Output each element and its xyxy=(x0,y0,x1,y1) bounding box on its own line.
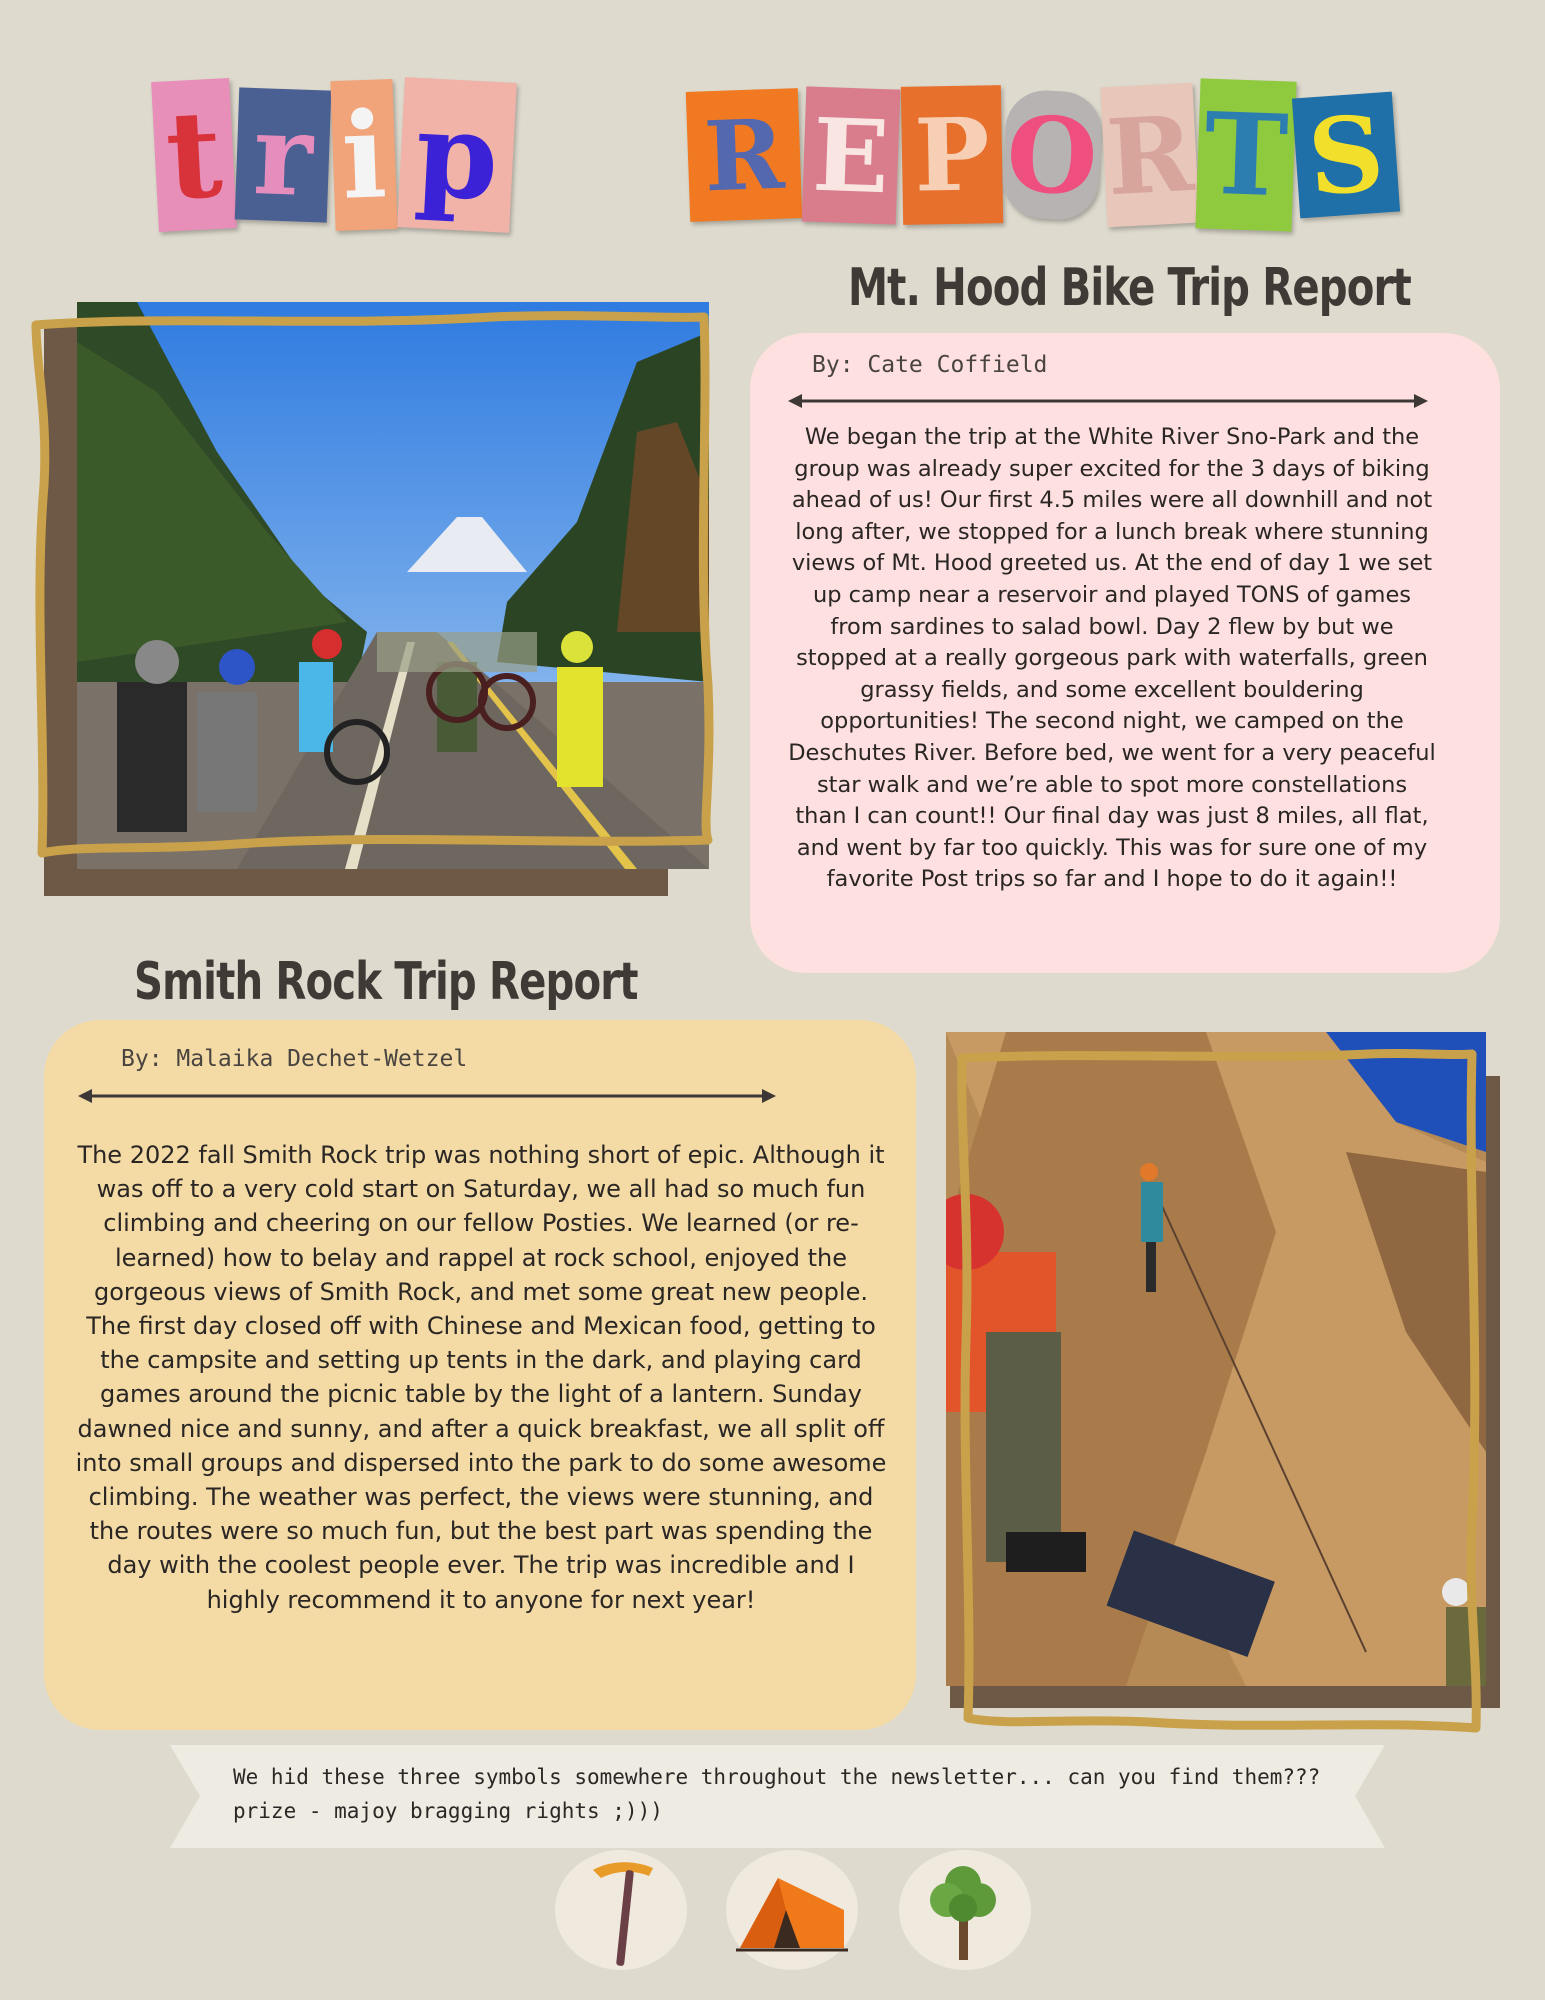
tent-icon xyxy=(726,1850,858,1970)
header-letter: R xyxy=(686,88,802,222)
header-trip xyxy=(155,60,513,250)
header-reports xyxy=(688,60,1396,250)
header-letter: T xyxy=(1195,78,1296,231)
header-letter: t xyxy=(151,78,237,232)
mt-hood-byline: By: Cate Coffield xyxy=(812,352,1048,378)
smith-rock-photo xyxy=(946,1032,1486,1686)
header-letter: O xyxy=(1001,89,1104,222)
header-letter: i xyxy=(330,79,397,231)
symbol-circle-ice-axe xyxy=(555,1850,687,1970)
header-letter: S xyxy=(1292,92,1400,219)
smith-rock-divider-arrow xyxy=(78,1085,776,1107)
header-letter: p xyxy=(397,77,517,233)
mt-hood-title: Mt. Hood Bike Trip Report xyxy=(848,258,1411,318)
ice-axe-icon xyxy=(555,1850,687,1970)
mt-hood-divider-arrow xyxy=(788,390,1428,412)
smith-rock-body: The 2022 fall Smith Rock trip was nothing short of epic. Although it was off to a very cold start on Saturday, we all had so much fun climbing and cheering on our fellow Posties. We learned (or re-learned) how to belay and rappel at rock school, enjoyed the gorgeous views of Smith Rock, and met some great new people. The first day closed off with Chinese and Mexican food, getting to the campsite and setting up tents in the dark, and playing card games around the picnic table by the light of a lantern. Sunday dawned nice and sunny, and after a quick breakfast, we all split off into small groups and dispersed into the park to do some awesome climbing. The weather was perfect, the views were stunning, and the routes were so much fun, but the best part was spending the day with the coolest people ever. The trip was incredible and I highly recommend it to anyone for next year! xyxy=(75,1141,887,1614)
header-letter: P xyxy=(901,85,1003,225)
scavenger-hunt-text xyxy=(233,1760,1353,1828)
tree-icon xyxy=(899,1850,1031,1970)
banner-line-2: prize - majoy bragging rights ;))) xyxy=(233,1799,663,1823)
mt-hood-body: We began the trip at the White River Sno-Park and the group was already super excited for the 3 days of biking ahead of us! Our first 4.5 miles were all downhill and not long after, we stopped for a lunch break where stunning views of Mt. Hood greeted us. At the end of day 1 we set up camp near a reservoir and played TONS of games from sardines to salad bowl. Day 2 flew by but we stopped at a really gorgeous park with waterfalls, green grassy fields, and some excellent bouldering opportunities! The second night, we camped on the Deschutes River. Before bed, we went for a very peaceful star walk and we’re able to spot more constellations than I can count!! Our final day was just 8 miles, all flat, and went by far too quickly. This was for sure one of my favorite Post trips so far and I hope to do it again!! xyxy=(788,424,1436,893)
header-letter: r xyxy=(235,87,332,222)
smith-rock-byline: By: Malaika Dechet-Wetzel xyxy=(121,1046,468,1072)
mt-hood-photo xyxy=(77,302,709,869)
symbol-circle-tree xyxy=(899,1850,1031,1970)
smith-rock-title: Smith Rock Trip Report xyxy=(134,952,638,1012)
header-letter: E xyxy=(802,86,901,224)
symbol-circle-tent xyxy=(726,1850,858,1970)
banner-line-1: We hid these three symbols somewhere throughout the newsletter... can you find them??? xyxy=(233,1765,1321,1789)
header-letter: R xyxy=(1100,83,1199,228)
